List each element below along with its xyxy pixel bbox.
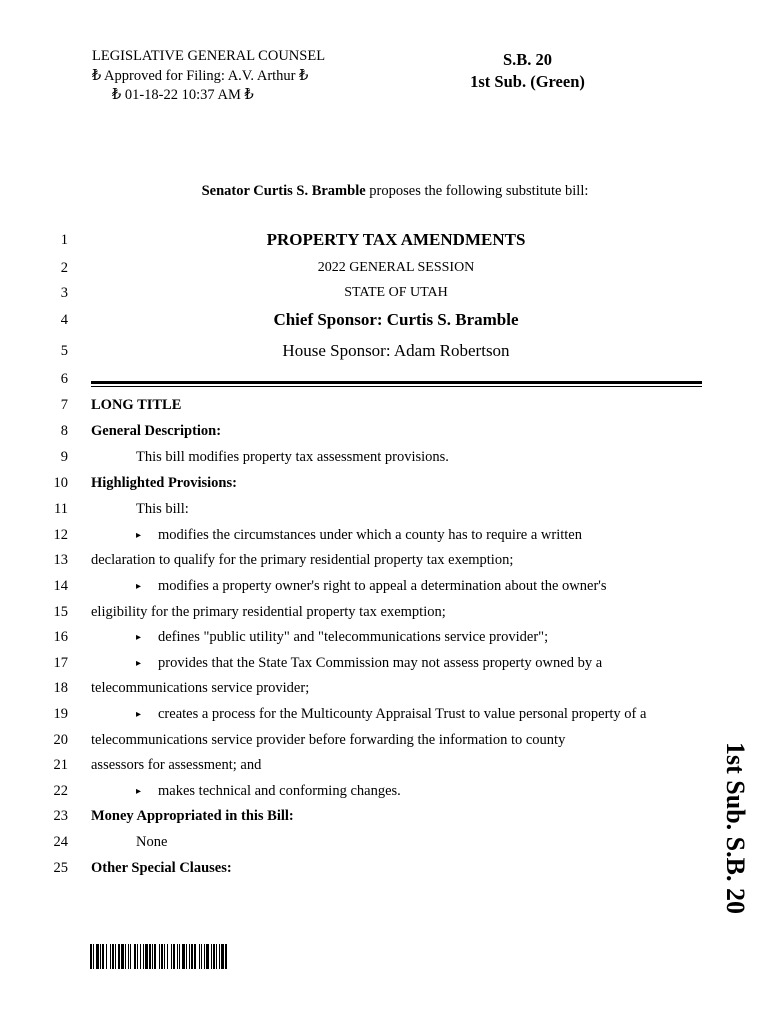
title-divider (91, 381, 702, 387)
bullet-text: modifies the circumstances under which a county has to require a written (158, 527, 582, 543)
counsel-approval-block (92, 47, 342, 106)
line-text: Money Appropriated in this Bill: (91, 808, 294, 824)
line-number: 7 (60, 397, 68, 413)
bullet-icon: ▸ (136, 581, 142, 592)
proposal-text: proposes the following substitute bill: (365, 183, 589, 199)
line-text: PROPERTY TAX AMENDMENTS (266, 230, 526, 249)
bill-id-block (440, 49, 615, 93)
side-bill-label: 1st Sub. S.B. 20 (721, 742, 750, 914)
line-text (136, 576, 607, 597)
counsel-heading: LEGISLATIVE GENERAL COUNSEL (92, 48, 326, 64)
line-text: telecommunications service provider before forwarding the information to county (91, 732, 566, 748)
line-number: 5 (60, 343, 68, 359)
line-number: 10 (53, 475, 68, 491)
line-text: telecommunications service provider; (91, 680, 310, 696)
line-number: 3 (60, 285, 68, 301)
line-text: This bill modifies property tax assessment provisions. (136, 449, 449, 465)
bullet-icon: ▸ (136, 632, 142, 643)
line-number: 25 (53, 860, 68, 876)
line-text (136, 704, 646, 725)
line-text: eligibility for the primary residential property tax exemption; (91, 604, 446, 620)
line-number: 12 (53, 527, 68, 543)
line-number: 19 (53, 706, 68, 722)
line-number: 23 (53, 808, 68, 824)
line-number: 1 (60, 232, 68, 248)
line-text: declaration to qualify for the primary residential property tax exemption; (91, 552, 514, 568)
bullet-icon: ▸ (136, 530, 142, 541)
line-number: 14 (53, 578, 68, 594)
line-text (136, 525, 582, 546)
bullet-text: creates a process for the Multicounty Appraisal Trust to value personal property of a (158, 706, 647, 722)
substitute-label: 1st Sub. (Green) (470, 72, 585, 91)
line-number: 22 (53, 783, 68, 799)
line-number: 20 (53, 732, 68, 748)
line-text: General Description: (91, 423, 222, 439)
barcode (90, 944, 285, 969)
bullet-text: modifies a property owner's right to appeal a determination about the owner's (158, 578, 607, 594)
line-number: 16 (53, 629, 68, 645)
line-number: 24 (53, 834, 68, 850)
approval-timestamp: ₺ 01-18-22 10:37 AM ₺ (112, 87, 254, 103)
line-text: STATE OF UTAH (344, 285, 448, 300)
bullet-icon: ▸ (136, 709, 142, 720)
bullet-text: makes technical and conforming changes. (158, 783, 401, 799)
line-number: 9 (60, 449, 68, 465)
line-text: This bill: (136, 501, 189, 517)
line-number: 8 (60, 423, 68, 439)
line-number: 6 (60, 371, 68, 387)
line-number: 2 (60, 260, 68, 276)
line-number: 18 (53, 680, 68, 696)
bullet-icon: ▸ (136, 786, 142, 797)
line-text: Highlighted Provisions: (91, 475, 237, 491)
line-text: Other Special Clauses: (91, 860, 232, 876)
proposal-intro (0, 183, 770, 200)
line-number: 4 (60, 312, 68, 328)
bill-number: S.B. 20 (502, 50, 553, 69)
line-text (136, 627, 548, 648)
line-number: 15 (53, 604, 68, 620)
line-text: None (136, 834, 168, 850)
line-text: House Sponsor: Adam Robertson (282, 341, 510, 360)
line-number: 21 (53, 757, 68, 773)
line-text (136, 653, 602, 674)
proposing-senator: Senator Curtis S. Bramble (201, 183, 366, 199)
line-number: 17 (53, 655, 68, 671)
line-text: 2022 GENERAL SESSION (317, 260, 475, 275)
bullet-text: defines "public utility" and "telecommunications service provider"; (158, 629, 549, 645)
line-text: Chief Sponsor: Curtis S. Bramble (273, 310, 519, 329)
bullet-text: provides that the State Tax Commission may not assess property owned by a (158, 655, 603, 671)
line-text: LONG TITLE (91, 397, 182, 413)
line-text (136, 781, 401, 802)
line-text: assessors for assessment; and (91, 757, 262, 773)
line-number: 13 (53, 552, 68, 568)
bullet-icon: ▸ (136, 658, 142, 669)
line-number: 11 (54, 501, 68, 517)
approval-line: ₺ Approved for Filing: A.V. Arthur ₺ (92, 67, 309, 84)
